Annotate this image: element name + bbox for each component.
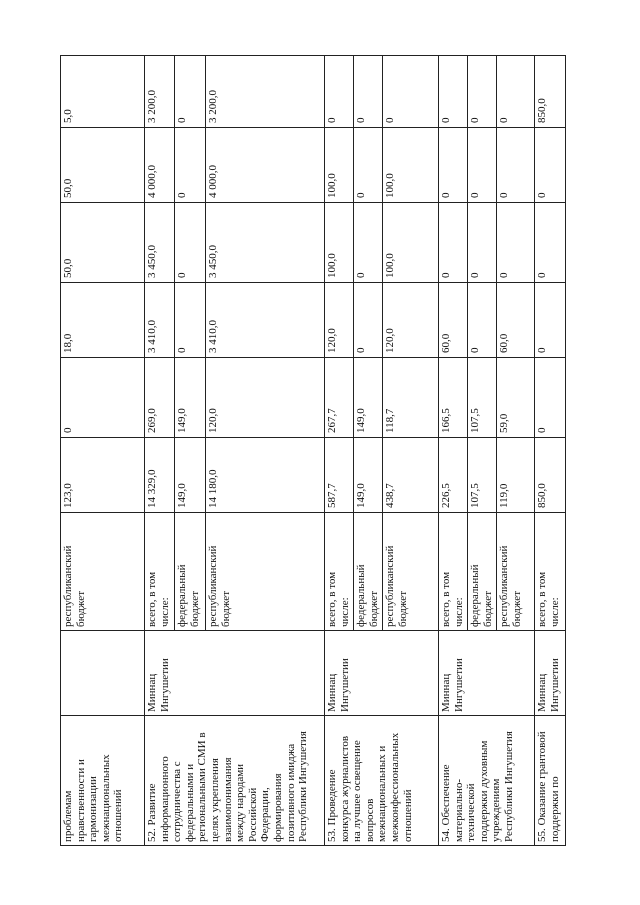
year-cell bbox=[206, 283, 325, 358]
source-cell bbox=[468, 513, 497, 631]
year-value: 0 bbox=[440, 117, 452, 123]
year-value: 3 200,0 bbox=[207, 90, 219, 123]
year-cell bbox=[535, 128, 566, 203]
measure-name-cell bbox=[325, 716, 439, 846]
year-value: 0 bbox=[536, 192, 548, 198]
year-value: 0 bbox=[384, 117, 396, 123]
table-row bbox=[145, 56, 175, 846]
year-value: 118,7 bbox=[384, 408, 396, 433]
source-cell bbox=[206, 513, 325, 631]
source-cell bbox=[145, 513, 175, 631]
year-cell bbox=[61, 128, 145, 203]
funding-source: всего, в том числе: bbox=[536, 571, 561, 627]
funding-source: всего, в том числе: bbox=[146, 571, 171, 627]
funding-source: республиканский бюджет bbox=[207, 545, 232, 627]
year-value: 3 410,0 bbox=[207, 320, 219, 353]
executor-cell bbox=[61, 631, 145, 716]
year-value: 0 bbox=[469, 272, 481, 278]
year-cell bbox=[354, 128, 383, 203]
year-cell bbox=[175, 56, 206, 128]
total-cell bbox=[497, 438, 535, 513]
funding-source: всего, в том числе: bbox=[326, 571, 351, 627]
source-cell bbox=[325, 513, 354, 631]
funding-source: федеральный бюджет bbox=[355, 564, 380, 627]
executor: Миннац Ингушетии bbox=[536, 658, 561, 712]
executor: Миннац Ингушетии bbox=[146, 658, 171, 712]
year-cell bbox=[175, 283, 206, 358]
year-value: 120,0 bbox=[384, 328, 396, 353]
year-value: 0 bbox=[469, 117, 481, 123]
source-cell bbox=[61, 513, 145, 631]
year-cell bbox=[383, 358, 439, 438]
year-value: 0 bbox=[176, 117, 188, 123]
funding-source: федеральный бюджет bbox=[469, 564, 494, 627]
total-cell bbox=[383, 438, 439, 513]
executor-cell bbox=[439, 631, 535, 716]
year-cell bbox=[325, 283, 354, 358]
year-value: 267,7 bbox=[326, 408, 338, 433]
year-value: 0 bbox=[469, 192, 481, 198]
year-value: 120,0 bbox=[326, 328, 338, 353]
year-cell bbox=[325, 128, 354, 203]
total-cell bbox=[535, 438, 566, 513]
year-value: 3 450,0 bbox=[146, 245, 158, 278]
funding-source: республиканский бюджет bbox=[384, 545, 409, 627]
measure-name: 53. Проведение конкурса журналистов на лучшее освещение вопросов межнациональных и межконфессиональных отношений bbox=[326, 732, 414, 842]
year-cell bbox=[383, 283, 439, 358]
year-value: 0 bbox=[355, 272, 367, 278]
total-value: 850,0 bbox=[536, 483, 548, 508]
year-cell bbox=[535, 56, 566, 128]
total-cell bbox=[439, 438, 468, 513]
year-value: 50,0 bbox=[62, 258, 74, 278]
year-value: 0 bbox=[176, 272, 188, 278]
year-cell bbox=[439, 283, 468, 358]
year-cell bbox=[206, 203, 325, 283]
year-cell bbox=[325, 358, 354, 438]
year-value: 0 bbox=[355, 192, 367, 198]
year-value: 0 bbox=[440, 272, 452, 278]
executor: Миннац Ингушетии bbox=[326, 658, 351, 712]
year-cell bbox=[468, 128, 497, 203]
year-cell bbox=[61, 56, 145, 128]
year-cell bbox=[497, 283, 535, 358]
year-value: 18,0 bbox=[62, 333, 74, 353]
year-cell bbox=[439, 128, 468, 203]
year-cell bbox=[383, 128, 439, 203]
measure-name-cell bbox=[439, 716, 535, 846]
total-cell bbox=[325, 438, 354, 513]
year-value: 269,0 bbox=[146, 408, 158, 433]
year-cell bbox=[439, 56, 468, 128]
funding-source: федеральный бюджет bbox=[176, 564, 201, 627]
total-value: 119,0 bbox=[498, 483, 510, 508]
total-value: 14 329,0 bbox=[146, 469, 158, 508]
year-value: 59,0 bbox=[498, 413, 510, 433]
total-value: 14 180,0 bbox=[207, 469, 219, 508]
year-cell bbox=[175, 128, 206, 203]
year-value: 149,0 bbox=[176, 408, 188, 433]
year-cell bbox=[145, 358, 175, 438]
year-cell bbox=[354, 283, 383, 358]
funding-source: всего, в том числе: bbox=[440, 571, 465, 627]
table-row bbox=[535, 56, 566, 846]
total-cell bbox=[175, 438, 206, 513]
year-cell bbox=[535, 358, 566, 438]
year-cell bbox=[61, 203, 145, 283]
total-value: 226,5 bbox=[440, 483, 452, 508]
year-value: 100,0 bbox=[326, 173, 338, 198]
executor-cell bbox=[535, 631, 566, 716]
year-cell bbox=[354, 203, 383, 283]
source-cell bbox=[354, 513, 383, 631]
year-cell bbox=[175, 203, 206, 283]
year-value: 0 bbox=[326, 117, 338, 123]
executor-cell bbox=[325, 631, 439, 716]
year-value: 0 bbox=[176, 347, 188, 353]
measure-name: проблемам нравственности и гармонизации межнациональных отношений bbox=[62, 754, 125, 842]
measure-name: 55. Оказание грантовой поддержки по bbox=[536, 731, 561, 842]
year-value: 4 000,0 bbox=[207, 165, 219, 198]
year-cell bbox=[206, 358, 325, 438]
year-cell bbox=[145, 283, 175, 358]
total-cell bbox=[145, 438, 175, 513]
year-value: 4 000,0 bbox=[146, 165, 158, 198]
year-cell bbox=[497, 56, 535, 128]
year-cell bbox=[468, 283, 497, 358]
year-value: 0 bbox=[498, 117, 510, 123]
year-value: 107,5 bbox=[469, 408, 481, 433]
source-cell bbox=[535, 513, 566, 631]
total-value: 149,0 bbox=[355, 483, 367, 508]
year-cell bbox=[61, 358, 145, 438]
year-cell bbox=[468, 358, 497, 438]
year-cell bbox=[497, 203, 535, 283]
year-value: 120,0 bbox=[207, 408, 219, 433]
executor-cell bbox=[145, 631, 325, 716]
year-cell bbox=[175, 358, 206, 438]
total-cell bbox=[354, 438, 383, 513]
total-value: 149,0 bbox=[176, 483, 188, 508]
year-value: 166,5 bbox=[440, 408, 452, 433]
year-cell bbox=[145, 128, 175, 203]
total-cell bbox=[468, 438, 497, 513]
budget-table bbox=[60, 55, 566, 846]
year-cell bbox=[206, 128, 325, 203]
year-cell bbox=[468, 56, 497, 128]
total-value: 587,7 bbox=[326, 483, 338, 508]
year-cell bbox=[145, 203, 175, 283]
total-cell bbox=[206, 438, 325, 513]
total-value: 438,7 bbox=[384, 483, 396, 508]
year-value: 100,0 bbox=[384, 253, 396, 278]
year-value: 60,0 bbox=[440, 333, 452, 353]
total-value: 123,0 bbox=[62, 483, 74, 508]
year-cell bbox=[383, 56, 439, 128]
rotated-table-container bbox=[60, 56, 565, 846]
year-cell bbox=[61, 283, 145, 358]
source-cell bbox=[439, 513, 468, 631]
year-value: 0 bbox=[498, 192, 510, 198]
year-value: 100,0 bbox=[326, 253, 338, 278]
year-value: 0 bbox=[355, 117, 367, 123]
funding-source: республиканский бюджет bbox=[498, 545, 523, 627]
year-value: 60,0 bbox=[498, 333, 510, 353]
table-row bbox=[439, 56, 468, 846]
source-cell bbox=[383, 513, 439, 631]
measure-name-cell bbox=[145, 716, 325, 846]
year-cell bbox=[145, 56, 175, 128]
year-value: 0 bbox=[536, 427, 548, 433]
total-value: 107,5 bbox=[469, 483, 481, 508]
year-value: 0 bbox=[536, 347, 548, 353]
table-row bbox=[61, 56, 145, 846]
year-cell bbox=[325, 203, 354, 283]
year-value: 0 bbox=[62, 427, 74, 433]
year-cell bbox=[439, 358, 468, 438]
year-cell bbox=[354, 56, 383, 128]
year-value: 3 410,0 bbox=[146, 320, 158, 353]
funding-source: республиканский бюджет bbox=[62, 545, 87, 627]
year-cell bbox=[439, 203, 468, 283]
year-value: 5,0 bbox=[62, 109, 74, 123]
measure-name: 52. Развитие информационного сотрудничества с федеральными и региональными СМИ в целях укрепления взаимопонимания между народами Российской Федерации, формирования позитивного имиджа Республики Ингушетия bbox=[146, 731, 310, 842]
source-cell bbox=[175, 513, 206, 631]
year-value: 3 450,0 bbox=[207, 245, 219, 278]
year-value: 3 200,0 bbox=[146, 90, 158, 123]
measure-name-cell bbox=[61, 716, 145, 846]
year-cell bbox=[325, 56, 354, 128]
year-value: 149,0 bbox=[355, 408, 367, 433]
year-value: 0 bbox=[355, 347, 367, 353]
year-cell bbox=[497, 128, 535, 203]
year-value: 0 bbox=[536, 272, 548, 278]
year-cell bbox=[535, 203, 566, 283]
year-value: 0 bbox=[440, 192, 452, 198]
year-value: 0 bbox=[176, 192, 188, 198]
year-cell bbox=[383, 203, 439, 283]
source-cell bbox=[497, 513, 535, 631]
year-value: 0 bbox=[498, 272, 510, 278]
year-value: 0 bbox=[469, 347, 481, 353]
year-cell bbox=[535, 283, 566, 358]
year-cell bbox=[354, 358, 383, 438]
executor: Миннац Ингушетии bbox=[440, 658, 465, 712]
table-row bbox=[325, 56, 354, 846]
year-cell bbox=[206, 56, 325, 128]
year-value: 50,0 bbox=[62, 178, 74, 198]
year-value: 100,0 bbox=[384, 173, 396, 198]
year-cell bbox=[497, 358, 535, 438]
measure-name-cell bbox=[535, 716, 566, 846]
total-cell bbox=[61, 438, 145, 513]
measure-name: 54. Обеспечение материально- технической поддержки духовным учреждениям Республики Ингушетия bbox=[440, 731, 515, 842]
year-value: 850,0 bbox=[536, 98, 548, 123]
year-cell bbox=[468, 203, 497, 283]
